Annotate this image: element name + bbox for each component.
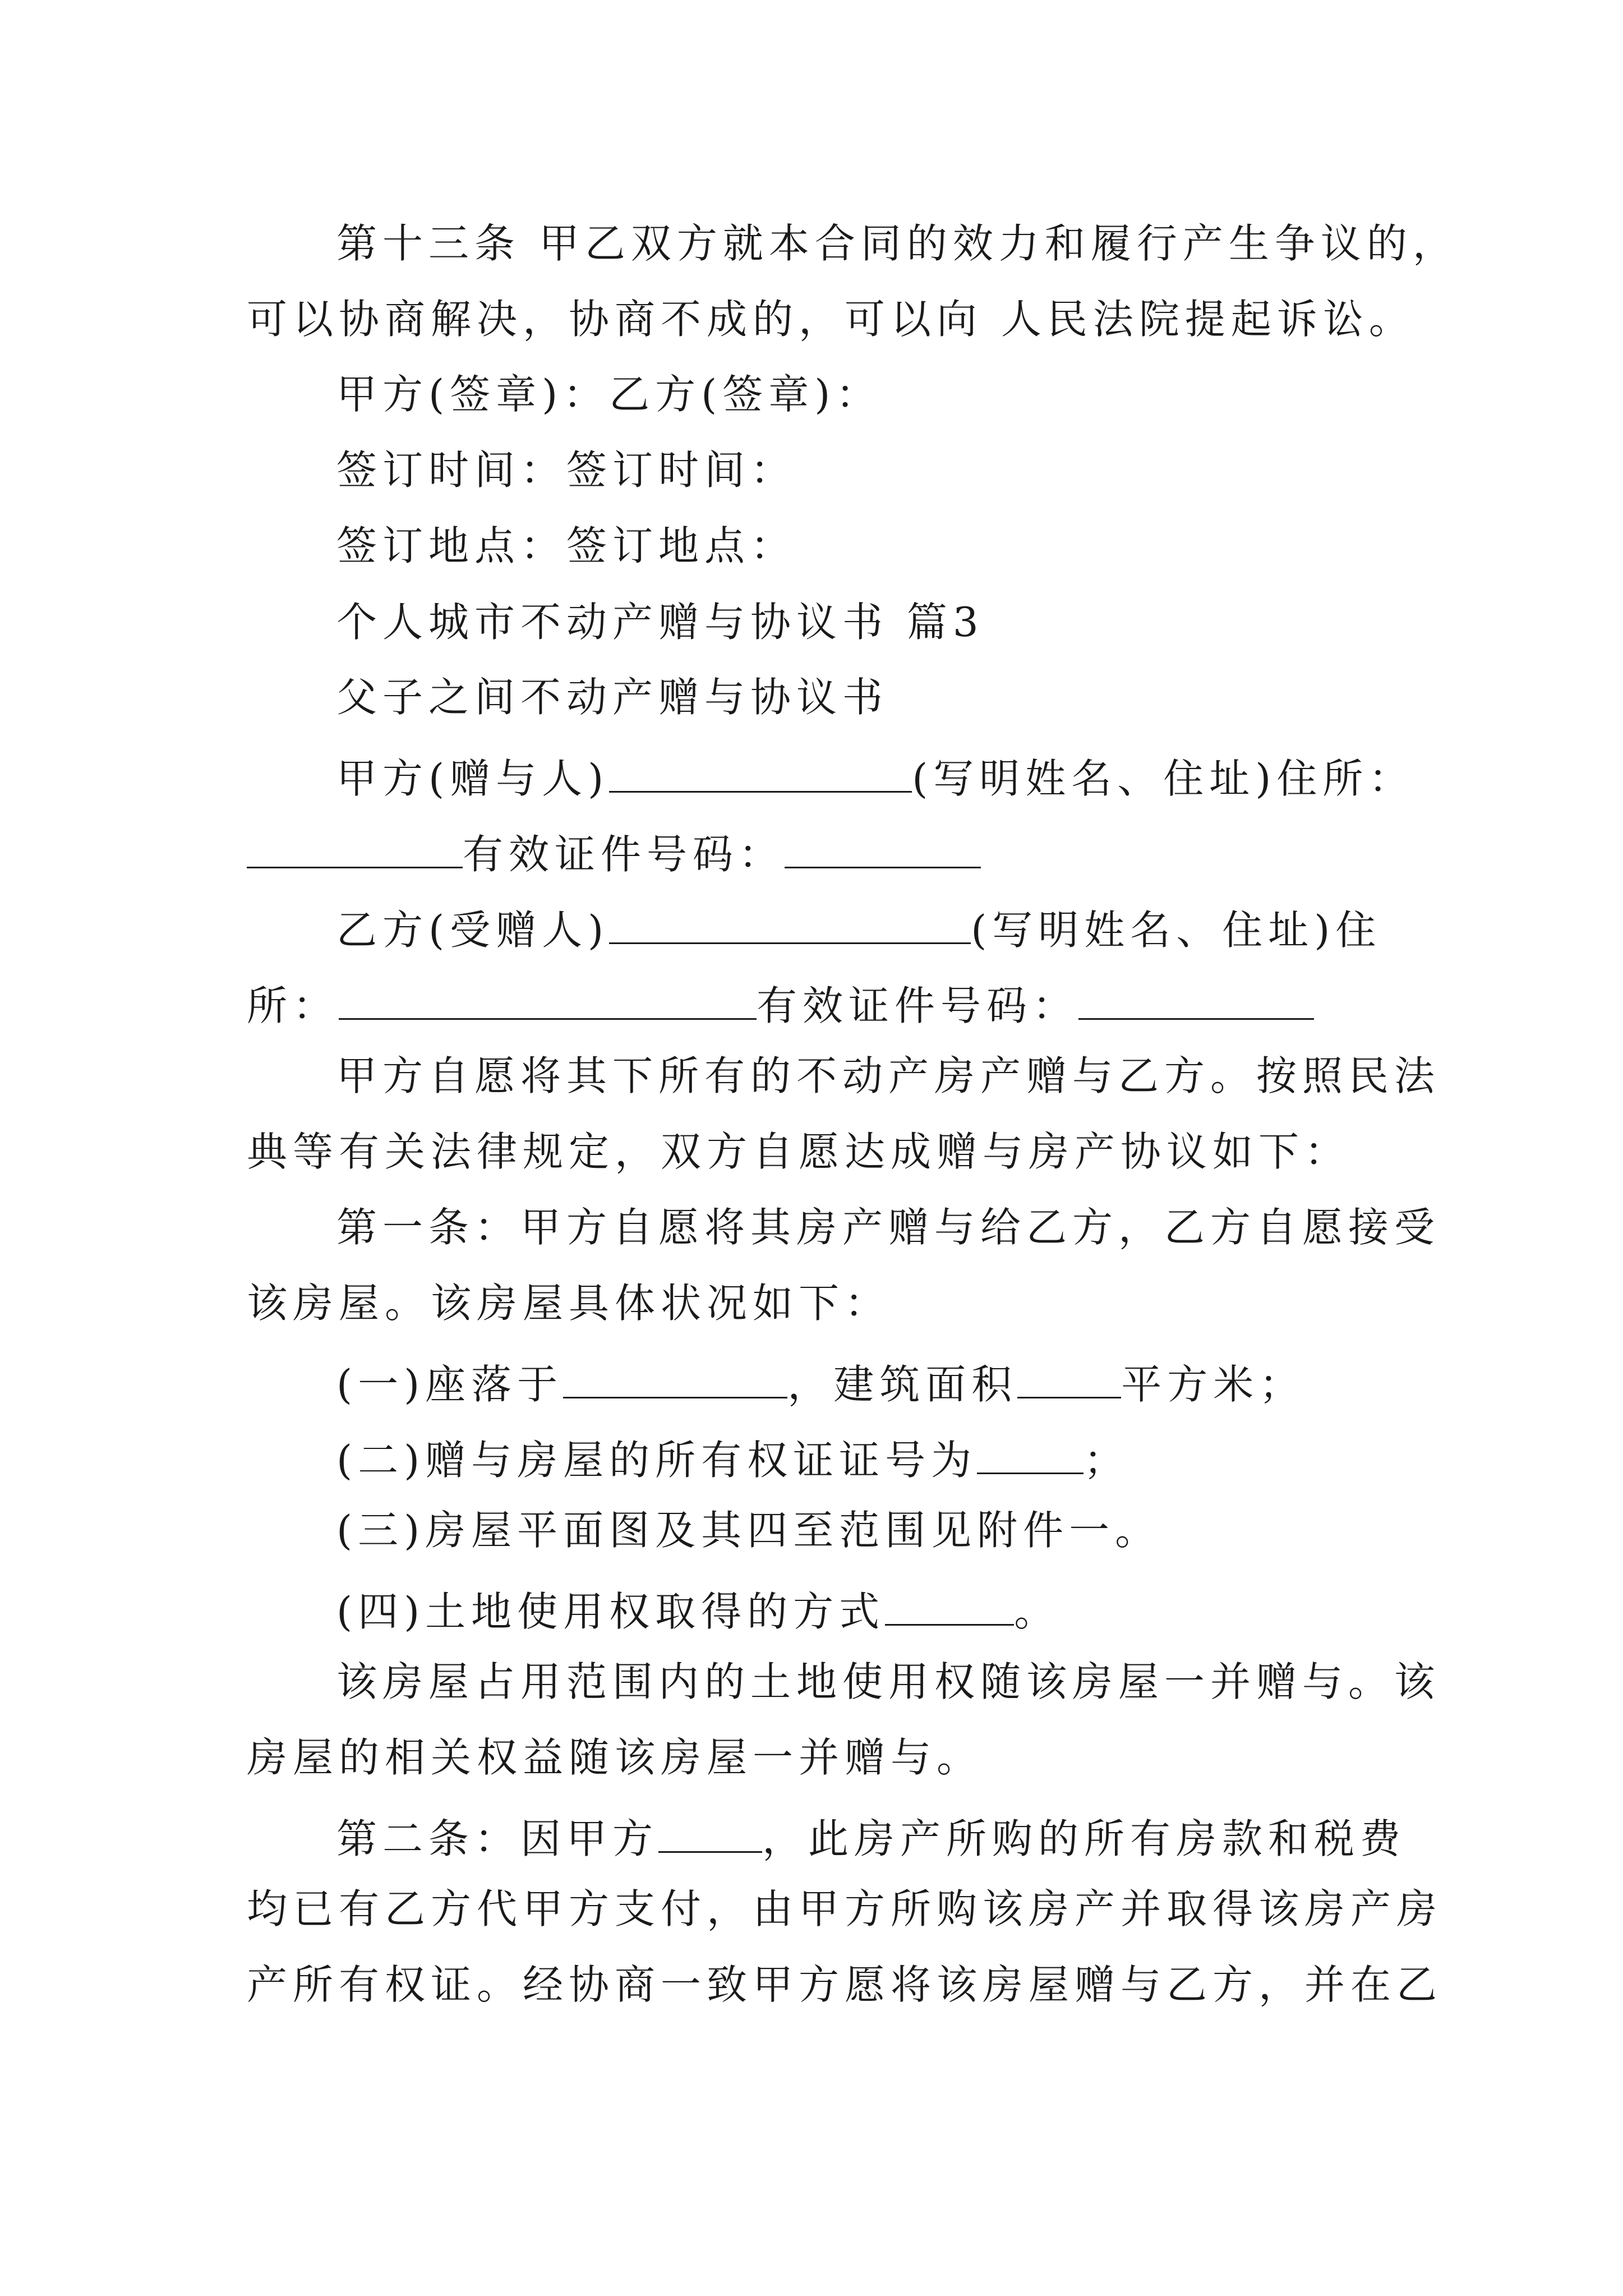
party-b-id-blank [1078, 980, 1314, 1020]
party-a-address-label: (写明姓名、住址)住所： [912, 755, 1415, 802]
party-b-address-label: (写明姓名、住址)住 [971, 907, 1382, 954]
reason-blank [658, 1813, 762, 1853]
article-2-label: 第二条：因甲方 [336, 1815, 659, 1862]
party-b-id-label: 有效证件号码： [757, 982, 1079, 1029]
land-rights-line-2: 房屋的相关权益随该房屋一并赠与。 [247, 1734, 983, 1781]
item-1-unit: 平方米； [1121, 1361, 1306, 1408]
item-2-end: ； [1083, 1437, 1130, 1484]
item-3: (三)房屋平面图及其四至范围见附件一。 [336, 1507, 1161, 1554]
article-2-line-3: 产所有权证。经协商一致甲方愿将该房屋赠与乙方，并在乙 [247, 1961, 1443, 2008]
party-a-label: 甲方(赠与人) [336, 755, 610, 802]
item-2-label: (二)赠与房屋的所有权证证号为 [336, 1437, 978, 1484]
article-2-line-2: 均已有乙方代甲方支付，由甲方所购该房产并取得该房产房 [247, 1885, 1443, 1932]
document-title: 父子之间不动产赠与协议书 [336, 674, 889, 721]
signing-time-line: 签订时间：签订时间： [336, 447, 797, 494]
certificate-number-blank [977, 1434, 1083, 1474]
party-a-line-1 [336, 753, 1415, 802]
signature-line: 甲方(签章)：乙方(签章)： [336, 371, 882, 418]
party-a-address-blank [247, 829, 463, 868]
article-2-line-1-end: ，此房产所购的所有房款和税费 [762, 1815, 1407, 1862]
signing-place-line: 签订地点：签订地点： [336, 522, 797, 569]
party-b-name-blank [609, 904, 971, 944]
party-b-line-2 [247, 980, 1314, 1029]
item-1-area-label: ，建筑面积 [787, 1361, 1018, 1408]
location-blank [563, 1359, 787, 1398]
area-blank [1017, 1359, 1121, 1398]
intro-line-2: 典等有关法律规定，双方自愿达成赠与房产协议如下： [247, 1128, 1351, 1175]
intro-line-1: 甲方自愿将其下所有的不动产房产赠与乙方。按照民法 [336, 1052, 1441, 1099]
article-13-line-2: 可以协商解决，协商不成的，可以向 人民法院提起诉讼。 [247, 296, 1415, 343]
party-a-id-blank [785, 829, 981, 868]
party-b-label: 乙方(受赠人) [336, 907, 610, 954]
item-4-end: 。 [1014, 1588, 1061, 1635]
land-rights-line-1: 该房屋占用范围内的土地使用权随该房屋一并赠与。该 [336, 1658, 1441, 1705]
land-use-method-blank [885, 1586, 1014, 1626]
article-1-line-2: 该房屋。该房屋具体状况如下： [247, 1280, 891, 1327]
party-b-address-blank [339, 980, 757, 1020]
item-4-label: (四)土地使用权取得的方式 [336, 1588, 886, 1635]
item-4 [336, 1586, 1061, 1635]
item-1-location-label: (一)座落于 [336, 1361, 564, 1408]
party-a-name-blank [609, 753, 912, 793]
party-b-address-label-cont: 所： [247, 982, 339, 1029]
article-13-line-1: 第十三条 甲乙双方就本合同的效力和履行产生争议的， [336, 220, 1459, 267]
party-a-id-label: 有效证件号码： [463, 831, 785, 878]
item-1 [336, 1359, 1306, 1408]
item-2 [336, 1434, 1130, 1484]
section-heading: 个人城市不动产赠与协议书 篇3 [336, 599, 984, 646]
party-b-line-1 [336, 904, 1382, 954]
article-1-line-1: 第一条：甲方自愿将其房产赠与给乙方，乙方自愿接受 [336, 1204, 1441, 1251]
article-2-line-1 [336, 1813, 1407, 1862]
party-a-line-2 [247, 829, 981, 878]
